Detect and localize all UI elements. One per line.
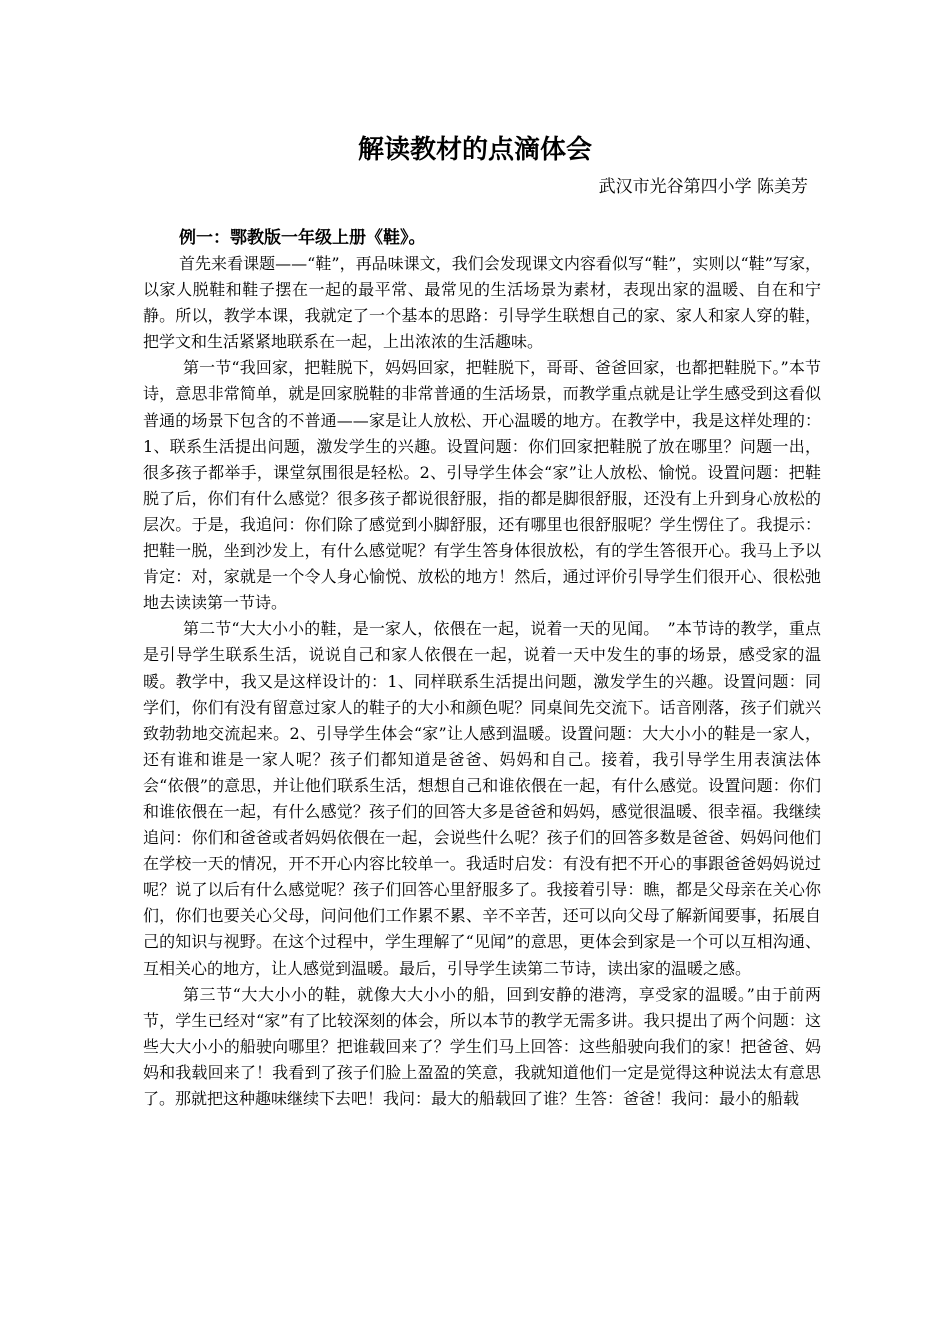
paragraph: 第三节“大大小小的鞋，就像大大小小的船，回到安静的港湾，享受家的温暖。”由于前两节，学生已经对“家”有了比较深刻的体会，所以本节的教学无需多讲。我只提出了两个问题：这些大大小小的船驶向哪里？把谁载回来了？学生们马上回答：这些船驶向我们的家！把爸爸、妈妈和我载回来了！我看到了孩子们脸上盈盈的笑意，我就知道他们一定是觉得这种说法太有意思了。那就把这种趣味继续下去吧！我问：最大的船载回了谁？生答：爸爸！我问：最小的船载 [143, 984, 821, 1108]
paragraph: 第一节“我回家，把鞋脱下，妈妈回家，把鞋脱下，哥哥、爸爸回家，也都把鞋脱下。”本节诗，意思非常简单，就是回家脱鞋的非常普通的生活场景，而教学重点就是让学生感受到这看似普通的场景下包含的不普通——家是让人放松、开心温暖的地方。在教学中，我是这样处理的：1、联系生活提出问题，激发学生的兴趣。设置问题：你们回家把鞋脱了放在哪里？问题一出，很多孩子都举手，课堂氛围很是轻松。2、引导学生体会“家”让人放松、愉悦。设置问题：把鞋脱了后，你们有什么感觉？很多孩子都说很舒服，指的都是脚很舒服，还没有上升到身心放松的层次。于是，我追问：你们除了感觉到小脚舒服，还有哪里也很舒服呢？学生愣住了。我提示：把鞋一脱，坐到沙发上，有什么感觉呢？有学生答身体很放松，有的学生答很开心。我马上予以肯定：对，家就是一个令人身心愉悦、放松的地方！然后，通过评价引导学生们很开心、很松弛地去读读第一节诗。 [143, 358, 821, 613]
section-heading: 例一：鄂教版一年级上册《鞋》。 [179, 228, 426, 248]
document-author: 武汉市光谷第四小学 陈美芳 [598, 177, 808, 197]
paragraph: 首先来看课题——“鞋”，再品味课文，我们会发现课文内容看似写“鞋”，实则以“鞋”写家，以家人脱鞋和鞋子摆在一起的最平常、最常见的生活场景为素材，表现出家的温暖、自在和宁静。所以，教学本课，我就定了一个基本的思路：引导学生联想自己的家、家人和家人穿的鞋，把学文和生活紧紧地联系在一起，上出浓浓的生活趣味。 [143, 254, 821, 352]
paragraph: 第二节“大大小小的鞋，是一家人，依偎在一起，说着一天的见闻。 ”本节诗的教学，重点是引导学生联系生活，说说自己和家人依偎在一起，说着一天中发生的事的场景，感受家的温暖。教学中，我又是这样设计的：1、同样联系生活提出问题，激发学生的兴趣。设置问题：同学们，你们有没有留意过家人的鞋子的大小和颜色呢？同桌间先交流下。话音刚落，孩子们就兴致勃勃地交流起来。2、引导学生体会“家”让人感到温暖。设置问题：大大小小的鞋是一家人，还有谁和谁是一家人呢？孩子们都知道是爸爸、妈妈和自己。接着，我引导学生用表演法体会“依偎”的意思，并让他们联系生活，想想自己和谁依偎在一起，有什么感觉。设置问题：你们和谁依偎在一起，有什么感觉？孩子们的回答大多是爸爸和妈妈，感觉很温暖、很幸福。我继续追问：你们和爸爸或者妈妈依偎在一起，会说些什么呢？孩子们的回答多数是爸爸、妈妈问他们在学校一天的情况，开不开心内容比较单一。我适时启发：有没有把不开心的事跟爸爸妈妈说过呢？说了以后有什么感觉呢？孩子们回答心里舒服多了。我接着引导：瞧，都是父母亲在关心你们，你们也要关心父母，问问他们工作累不累、辛不辛苦，还可以向父母了解新闻要事，拓展自己的知识与视野。在这个过程中，学生理解了“见闻”的意思，更体会到家是一个可以互相沟通、互相关心的地方，让人感觉到温暖。最后，引导学生读第二节诗，读出家的温暖之感。 [143, 619, 821, 978]
document-body [143, 225, 821, 1112]
document-title: 解读教材的点滴体会 [357, 135, 592, 165]
